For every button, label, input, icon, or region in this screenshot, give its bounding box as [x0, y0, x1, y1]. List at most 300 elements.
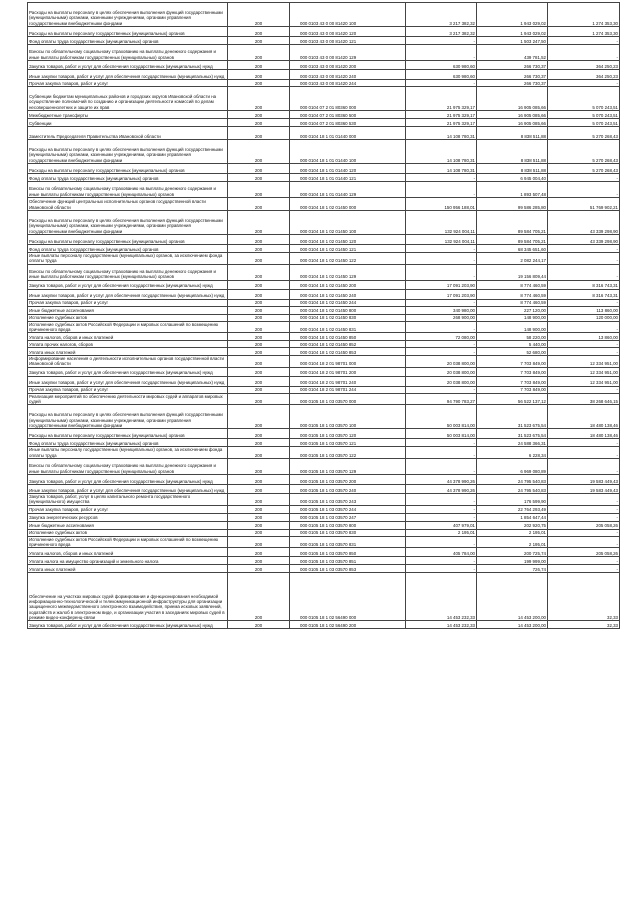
row-executed-amount-cell: 2 195,01 [477, 536, 548, 548]
table-row [28, 245, 620, 253]
row-unexecuted-amount-cell: 8 316 743,31 [548, 289, 620, 299]
row-name-cell: Фонд оплаты труда государственных (муниципальных) органов [28, 439, 228, 447]
row-unexecuted-amount-cell: - [548, 182, 620, 198]
table-row [28, 45, 620, 61]
row-budget-code-cell: 000 0104 18 1 01 01440 100 [290, 140, 406, 164]
row-line-code-cell: 200 [228, 280, 290, 289]
row-name-cell: Прочая закупка товаров, работ и услуг [28, 80, 228, 87]
table-row [28, 474, 620, 484]
row-line-code-cell: 200 [228, 264, 290, 280]
row-name-cell: Взносы по обязательному социальному страхованию на выплаты денежного содержания и иные выплаты работникам государственных (муниципальных) органов [28, 45, 228, 61]
row-budget-code-cell: 000 0104 18 1 01 01440 121 [290, 174, 406, 182]
row-approved-amount-cell: 3 217 382,32 [406, 3, 477, 27]
row-unexecuted-amount-cell: - [548, 45, 620, 61]
table-row [28, 356, 620, 368]
row-line-code-cell: 200 [228, 45, 290, 61]
row-executed-amount-cell: 1 943 029,02 [477, 3, 548, 27]
table-row [28, 280, 620, 289]
row-executed-amount-cell: 7 703 849,00 [477, 356, 548, 368]
row-name-cell: Прочая закупка товаров, работ и услуг [28, 386, 228, 393]
row-executed-amount-cell: 439 781,52 [477, 45, 548, 61]
row-approved-amount-cell: 72 080,00 [406, 333, 477, 341]
row-name-cell: Расходы на выплаты персоналу государственных (муниципальных) органов [28, 235, 228, 245]
row-approved-amount-cell: - [406, 321, 477, 333]
row-approved-amount-cell: - [406, 505, 477, 513]
row-executed-amount-cell: 52 680,00 [477, 348, 548, 356]
table-row [28, 314, 620, 321]
row-name-cell: Фонд оплаты труда государственных (муниципальных) органов [28, 37, 228, 45]
row-line-code-cell: 200 [228, 386, 290, 393]
row-unexecuted-amount-cell: - [548, 253, 620, 265]
row-executed-amount-cell: 16 905 085,66 [477, 119, 548, 127]
table-row [28, 333, 620, 341]
row-line-code-cell: 200 [228, 621, 290, 629]
row-budget-code-cell: 000 0103 43 0 00 81420 120 [290, 27, 406, 37]
table-row [28, 458, 620, 474]
row-unexecuted-amount-cell: 18 480 138,46 [548, 429, 620, 439]
row-budget-code-cell: 000 0104 18 1 01 01440 120 [290, 164, 406, 174]
table-row [28, 174, 620, 182]
row-unexecuted-amount-cell: 5 070 243,51 [548, 111, 620, 119]
row-executed-amount-cell: 24 795 540,83 [477, 484, 548, 493]
row-unexecuted-amount-cell: - [548, 386, 620, 393]
row-budget-code-cell: 000 0103 43 0 00 81420 244 [290, 80, 406, 87]
row-budget-code-cell: 000 0105 18 1 03 03570 830 [290, 529, 406, 536]
row-name-cell: Взносы по обязательному социальному страхованию на выплаты денежного содержания и иные выплаты работникам государственных (муниципальных) органов [28, 264, 228, 280]
table-row [28, 182, 620, 198]
row-name-cell: Закупка товаров, работ и услуг для обеспечения государственных (муниципальных) нужд [28, 474, 228, 484]
row-line-code-cell: 200 [228, 367, 290, 376]
row-unexecuted-amount-cell: 5 070 243,51 [548, 119, 620, 127]
row-line-code-cell: 200 [228, 474, 290, 484]
row-line-code-cell: 200 [228, 306, 290, 314]
row-name-cell: Иные бюджетные ассигнования [28, 521, 228, 529]
row-unexecuted-amount-cell: 12 334 951,00 [548, 367, 620, 376]
row-name-cell: Субвенции бюджетам муниципальных районов и городских округов Ивановской области на осуществление полномочий по созданию и организации деятельности комиссий по делам несовершеннолетних и защите их прав [28, 87, 228, 111]
row-budget-code-cell: 000 0105 18 1 03 03570 851 [290, 557, 406, 565]
row-budget-code-cell: 000 0105 18 1 03 03570 831 [290, 536, 406, 548]
table-row [28, 557, 620, 565]
row-name-cell: Исполнение судебных актов [28, 314, 228, 321]
row-executed-amount-cell: 199 999,00 [477, 557, 548, 565]
row-unexecuted-amount-cell: - [548, 513, 620, 521]
row-executed-amount-cell: 8 838 511,88 [477, 164, 548, 174]
row-name-cell: Закупка энергетических ресурсов [28, 513, 228, 521]
row-budget-code-cell: 000 0104 18 1 02 01450 000 [290, 198, 406, 211]
row-line-code-cell: 200 [228, 493, 290, 505]
row-approved-amount-cell: 268 900,00 [406, 314, 477, 321]
row-unexecuted-amount-cell: - [548, 529, 620, 536]
row-name-cell: Иные выплаты персоналу государственных (муниципальных) органов, за исключением фонда оплаты труда [28, 253, 228, 265]
row-name-cell: Закупка товаров, работ и услуг для обеспечения государственных (муниципальных) нужд [28, 280, 228, 289]
row-budget-code-cell: 000 0104 18 1 01 01440 000 [290, 127, 406, 140]
row-approved-amount-cell: 132 924 004,11 [406, 235, 477, 245]
row-executed-amount-cell: 1 854 647,44 [477, 513, 548, 521]
row-name-cell: Исполнение судебных актов Российской Федерации и мировых соглашений по возмещению причиненного вреда [28, 321, 228, 333]
budget-report-sheet [27, 2, 619, 629]
row-line-code-cell: 200 [228, 61, 290, 70]
row-executed-amount-cell: 227 120,00 [477, 306, 548, 314]
row-line-code-cell: 200 [228, 253, 290, 265]
row-name-cell: Иные бюджетные ассигнования [28, 306, 228, 314]
row-approved-amount-cell: 94 790 783,27 [406, 393, 477, 405]
row-approved-amount-cell: 132 924 004,11 [406, 211, 477, 235]
row-name-cell: Обеспечение функций центральных исполнительных органов государственной власти Ивановской области [28, 198, 228, 211]
row-executed-amount-cell: 7 703 849,00 [477, 376, 548, 386]
row-line-code-cell: 200 [228, 70, 290, 80]
table-row [28, 621, 620, 629]
row-budget-code-cell: 000 0104 07 2 01 80360 000 [290, 87, 406, 111]
row-name-cell: Расходы на выплаты персоналу государственных (муниципальных) органов [28, 164, 228, 174]
row-budget-code-cell: 000 0105 18 1 03 03570 129 [290, 458, 406, 474]
row-name-cell: Иные выплаты персоналу государственных (муниципальных) органов, за исключением фонда оплаты труда [28, 447, 228, 459]
row-executed-amount-cell: 5 440,00 [477, 341, 548, 348]
row-name-cell: Информирование населения о деятельности исполнительных органов государственной власти Ивановской области [28, 356, 228, 368]
row-approved-amount-cell: 21 975 329,17 [406, 111, 477, 119]
row-approved-amount-cell: - [406, 253, 477, 265]
row-unexecuted-amount-cell: - [548, 264, 620, 280]
table-row [28, 306, 620, 314]
row-approved-amount-cell: 14 108 780,31 [406, 127, 477, 140]
row-name-cell: Межбюджетные трансферты [28, 111, 228, 119]
row-approved-amount-cell: 44 378 990,26 [406, 474, 477, 484]
row-unexecuted-amount-cell: 18 480 138,46 [548, 405, 620, 429]
table-row [28, 536, 620, 548]
row-approved-amount-cell: 17 091 203,90 [406, 280, 477, 289]
row-approved-amount-cell: - [406, 37, 477, 45]
row-budget-code-cell: 000 0105 18 1 03 03570 120 [290, 429, 406, 439]
row-executed-amount-cell: 99 586 285,80 [477, 198, 548, 211]
row-approved-amount-cell: - [406, 386, 477, 393]
row-executed-amount-cell: 1 503 247,50 [477, 37, 548, 45]
table-row [28, 87, 620, 111]
row-line-code-cell: 200 [228, 521, 290, 529]
row-budget-code-cell: 000 0105 18 1 03 03570 247 [290, 513, 406, 521]
row-name-cell: Расходы на выплаты персоналу в целях обеспечения выполнения функций государственными (муниципальными) органами, казенными учреждениями, органами управления государственными внебюджетными фондами [28, 405, 228, 429]
row-executed-amount-cell: 266 730,37 [477, 70, 548, 80]
table-row [28, 235, 620, 245]
row-budget-code-cell: 000 0105 18 1 03 03570 122 [290, 447, 406, 459]
row-budget-code-cell: 000 0104 18 2 01 98701 000 [290, 356, 406, 368]
row-name-cell: Прочая закупка товаров, работ и услуг [28, 505, 228, 513]
row-line-code-cell: 200 [228, 348, 290, 356]
row-unexecuted-amount-cell: 32,33 [548, 573, 620, 621]
table-row [28, 405, 620, 429]
table-row [28, 211, 620, 235]
table-row [28, 376, 620, 386]
row-budget-code-cell: 000 0105 18 1 03 03570 000 [290, 393, 406, 405]
row-name-cell: Расходы на выплаты персоналу в целях обеспечения выполнения функций государственными (муниципальными) органами, казенными учреждениями, органами управления государственными внебюджетными фондами [28, 140, 228, 164]
row-budget-code-cell: 000 0104 18 1 02 01450 800 [290, 306, 406, 314]
row-unexecuted-amount-cell: 43 339 298,90 [548, 211, 620, 235]
row-line-code-cell: 200 [228, 565, 290, 573]
row-approved-amount-cell: - [406, 80, 477, 87]
row-approved-amount-cell: 14 108 780,31 [406, 164, 477, 174]
row-line-code-cell: 200 [228, 245, 290, 253]
table-row [28, 127, 620, 140]
table-row [28, 573, 620, 621]
row-line-code-cell: 200 [228, 87, 290, 111]
table-row [28, 513, 620, 521]
row-unexecuted-amount-cell: 364 250,23 [548, 61, 620, 70]
table-row [28, 493, 620, 505]
row-unexecuted-amount-cell: - [548, 565, 620, 573]
row-approved-amount-cell: - [406, 245, 477, 253]
row-unexecuted-amount-cell: 113 860,00 [548, 306, 620, 314]
row-name-cell: Расходы на выплаты персоналу в целях обеспечения выполнения функций государственными (муниципальными) органами, казенными учреждениями, органами управления государственными внебюджетными фондами [28, 3, 228, 27]
table-row [28, 447, 620, 459]
row-name-cell: Уплата налогов, сборов и иных платежей [28, 548, 228, 557]
table-row [28, 140, 620, 164]
row-name-cell: Фонд оплаты труда государственных (муниципальных) органов [28, 245, 228, 253]
table-row [28, 321, 620, 333]
row-approved-amount-cell: - [406, 447, 477, 459]
budget-expenses-table [27, 2, 620, 629]
row-executed-amount-cell: 8 838 511,88 [477, 140, 548, 164]
row-unexecuted-amount-cell: - [548, 439, 620, 447]
row-name-cell: Уплата иных платежей [28, 348, 228, 356]
row-executed-amount-cell: 266 730,37 [477, 61, 548, 70]
row-unexecuted-amount-cell: - [548, 80, 620, 87]
row-unexecuted-amount-cell: - [548, 536, 620, 548]
row-name-cell: Закупка товаров, работ и услуг для обеспечения государственных (муниципальных) нужд [28, 621, 228, 629]
row-line-code-cell: 200 [228, 321, 290, 333]
row-unexecuted-amount-cell: 5 270 268,43 [548, 127, 620, 140]
row-budget-code-cell: 000 0103 43 0 00 81420 240 [290, 70, 406, 80]
row-executed-amount-cell: 200 725,74 [477, 548, 548, 557]
row-budget-code-cell: 000 0104 18 1 02 01450 830 [290, 314, 406, 321]
row-budget-code-cell: 000 0105 18 1 02 56490 200 [290, 621, 406, 629]
row-line-code-cell: 200 [228, 314, 290, 321]
row-line-code-cell: 200 [228, 405, 290, 429]
row-approved-amount-cell: - [406, 557, 477, 565]
row-executed-amount-cell: 202 920,75 [477, 521, 548, 529]
row-approved-amount-cell: 150 956 188,01 [406, 198, 477, 211]
row-executed-amount-cell: 6 228,34 [477, 447, 548, 459]
row-name-cell: Уплата налога на имущество организаций и земельного налога [28, 557, 228, 565]
row-unexecuted-amount-cell: 32,33 [548, 621, 620, 629]
row-executed-amount-cell: 7 703 849,00 [477, 386, 548, 393]
row-unexecuted-amount-cell: 13 860,00 [548, 333, 620, 341]
row-name-cell: Расходы на выплаты персоналу государственных (муниципальных) органов [28, 27, 228, 37]
row-executed-amount-cell: 19 156 809,44 [477, 264, 548, 280]
row-approved-amount-cell: 17 091 203,90 [406, 289, 477, 299]
table-row [28, 484, 620, 493]
row-budget-code-cell: 000 0104 18 1 02 01450 121 [290, 245, 406, 253]
table-row [28, 289, 620, 299]
row-line-code-cell: 200 [228, 393, 290, 405]
row-executed-amount-cell: 16 905 085,66 [477, 87, 548, 111]
row-budget-code-cell: 000 0104 18 2 01 98701 200 [290, 367, 406, 376]
row-approved-amount-cell: - [406, 565, 477, 573]
row-name-cell: Уплата иных платежей [28, 565, 228, 573]
row-executed-amount-cell: 58 220,00 [477, 333, 548, 341]
table-row [28, 198, 620, 211]
row-unexecuted-amount-cell: 364 250,23 [548, 70, 620, 80]
row-budget-code-cell: 000 0104 07 2 01 80360 530 [290, 119, 406, 127]
row-unexecuted-amount-cell: 205 058,26 [548, 521, 620, 529]
row-budget-code-cell: 000 0104 18 1 02 01450 853 [290, 348, 406, 356]
row-line-code-cell: 200 [228, 505, 290, 513]
table-row [28, 37, 620, 45]
row-line-code-cell: 200 [228, 513, 290, 521]
row-line-code-cell: 200 [228, 211, 290, 235]
row-approved-amount-cell: - [406, 174, 477, 182]
row-unexecuted-amount-cell: - [548, 447, 620, 459]
table-row [28, 70, 620, 80]
row-executed-amount-cell: 7 703 849,00 [477, 367, 548, 376]
row-executed-amount-cell: 89 584 705,21 [477, 235, 548, 245]
row-line-code-cell: 200 [228, 529, 290, 536]
row-unexecuted-amount-cell: - [548, 174, 620, 182]
row-budget-code-cell: 000 0105 18 1 03 03570 240 [290, 484, 406, 493]
row-executed-amount-cell: 56 522 137,12 [477, 393, 548, 405]
row-approved-amount-cell: - [406, 536, 477, 548]
row-approved-amount-cell: - [406, 513, 477, 521]
row-executed-amount-cell: 6 945 004,40 [477, 174, 548, 182]
row-name-cell: Исполнение судебных актов Российской Федерации и мировых соглашений по возмещению причиненного вреда [28, 536, 228, 548]
row-name-cell: Иные закупки товаров, работ и услуг для обеспечения государственных (муниципальных) нужд [28, 289, 228, 299]
row-budget-code-cell: 000 0104 18 1 02 01450 200 [290, 280, 406, 289]
row-budget-code-cell: 000 0104 07 2 01 80360 500 [290, 111, 406, 119]
row-budget-code-cell: 000 0104 18 1 02 01450 129 [290, 264, 406, 280]
row-budget-code-cell: 000 0104 18 2 01 98701 244 [290, 386, 406, 393]
row-unexecuted-amount-cell: 12 334 951,00 [548, 356, 620, 368]
row-approved-amount-cell: 3 217 382,32 [406, 27, 477, 37]
row-budget-code-cell: 000 0105 18 1 03 03570 121 [290, 439, 406, 447]
row-unexecuted-amount-cell: 19 583 449,43 [548, 484, 620, 493]
row-approved-amount-cell: 14 108 780,31 [406, 140, 477, 164]
row-budget-code-cell: 000 0105 18 1 02 56490 000 [290, 573, 406, 621]
row-line-code-cell: 200 [228, 536, 290, 548]
row-executed-amount-cell: 1 943 029,02 [477, 27, 548, 37]
row-budget-code-cell: 000 0104 18 1 02 01450 831 [290, 321, 406, 333]
row-line-code-cell: 200 [228, 376, 290, 386]
row-unexecuted-amount-cell: - [548, 458, 620, 474]
row-line-code-cell: 200 [228, 119, 290, 127]
row-executed-amount-cell: 8 838 511,88 [477, 127, 548, 140]
row-executed-amount-cell: 31 523 675,54 [477, 405, 548, 429]
table-row [28, 348, 620, 356]
row-budget-code-cell: 000 0103 43 0 00 81420 121 [290, 37, 406, 45]
row-name-cell: Расходы на выплаты персоналу государственных (муниципальных) органов [28, 429, 228, 439]
row-executed-amount-cell: 2 082 244,17 [477, 253, 548, 265]
row-executed-amount-cell: 726,74 [477, 565, 548, 573]
row-budget-code-cell: 000 0104 18 1 02 01450 850 [290, 333, 406, 341]
row-line-code-cell: 200 [228, 164, 290, 174]
row-executed-amount-cell: 148 900,00 [477, 321, 548, 333]
row-executed-amount-cell: 16 905 085,66 [477, 111, 548, 119]
table-row [28, 264, 620, 280]
row-line-code-cell: 200 [228, 235, 290, 245]
row-executed-amount-cell: 2 195,01 [477, 529, 548, 536]
row-executed-amount-cell: 1 893 507,48 [477, 182, 548, 198]
row-unexecuted-amount-cell: 43 339 298,90 [548, 235, 620, 245]
row-approved-amount-cell: 20 038 800,00 [406, 376, 477, 386]
row-budget-code-cell: 000 0103 43 0 00 81420 200 [290, 61, 406, 70]
row-name-cell: Реализация мероприятий по обеспечению деятельности мировых судей и аппаратов мировых судей [28, 393, 228, 405]
row-approved-amount-cell: 21 975 329,17 [406, 119, 477, 127]
row-executed-amount-cell: 14 453 200,00 [477, 573, 548, 621]
row-executed-amount-cell: 24 795 540,83 [477, 474, 548, 484]
table-row [28, 3, 620, 27]
row-executed-amount-cell: 6 969 080,89 [477, 458, 548, 474]
row-unexecuted-amount-cell: 1 274 353,30 [548, 3, 620, 27]
row-approved-amount-cell: - [406, 341, 477, 348]
row-budget-code-cell: 000 0104 18 1 02 01450 240 [290, 289, 406, 299]
row-approved-amount-cell: - [406, 264, 477, 280]
table-row [28, 521, 620, 529]
row-line-code-cell: 200 [228, 573, 290, 621]
table-row [28, 565, 620, 573]
row-name-cell: Иные закупки товаров, работ и услуг для обеспечения государственных (муниципальных) нужд [28, 376, 228, 386]
row-approved-amount-cell: 14 453 232,33 [406, 621, 477, 629]
row-unexecuted-amount-cell: - [548, 348, 620, 356]
row-unexecuted-amount-cell: 120 000,00 [548, 314, 620, 321]
row-executed-amount-cell: 8 774 460,59 [477, 280, 548, 289]
row-approved-amount-cell: 50 003 814,00 [406, 405, 477, 429]
row-unexecuted-amount-cell: - [548, 245, 620, 253]
row-approved-amount-cell: 407 979,01 [406, 521, 477, 529]
row-line-code-cell: 200 [228, 439, 290, 447]
row-budget-code-cell: 000 0104 18 1 02 01450 122 [290, 253, 406, 265]
row-executed-amount-cell: 148 900,00 [477, 314, 548, 321]
row-budget-code-cell: 000 0105 18 1 03 03570 244 [290, 505, 406, 513]
table-row [28, 386, 620, 393]
row-unexecuted-amount-cell: 38 268 646,15 [548, 393, 620, 405]
row-approved-amount-cell: 405 784,00 [406, 548, 477, 557]
row-line-code-cell: 200 [228, 111, 290, 119]
table-row [28, 111, 620, 119]
row-line-code-cell: 200 [228, 37, 290, 45]
row-executed-amount-cell: 8 774 460,59 [477, 289, 548, 299]
row-unexecuted-amount-cell: - [548, 37, 620, 45]
row-approved-amount-cell: - [406, 182, 477, 198]
table-row [28, 367, 620, 376]
row-executed-amount-cell: 31 523 675,54 [477, 429, 548, 439]
row-line-code-cell: 200 [228, 458, 290, 474]
row-line-code-cell: 200 [228, 333, 290, 341]
row-budget-code-cell: 000 0104 18 1 02 01450 100 [290, 211, 406, 235]
row-executed-amount-cell: 68 345 651,60 [477, 245, 548, 253]
row-unexecuted-amount-cell: - [548, 557, 620, 565]
row-budget-code-cell: 000 0105 18 1 03 03570 800 [290, 521, 406, 529]
row-budget-code-cell: 000 0104 18 1 02 01450 244 [290, 299, 406, 306]
row-unexecuted-amount-cell: - [548, 321, 620, 333]
row-budget-code-cell: 000 0104 18 1 02 01450 852 [290, 341, 406, 348]
row-line-code-cell: 200 [228, 289, 290, 299]
row-name-cell: Заместитель Председателя Правительства Ивановской области [28, 127, 228, 140]
table-row [28, 341, 620, 348]
row-approved-amount-cell: 21 975 329,17 [406, 87, 477, 111]
row-name-cell: Закупка товаров, работ и услуг для обеспечения государственных (муниципальных) нужд [28, 61, 228, 70]
row-unexecuted-amount-cell: - [548, 299, 620, 306]
row-line-code-cell: 200 [228, 548, 290, 557]
row-executed-amount-cell: 22 764 293,49 [477, 505, 548, 513]
table-row [28, 119, 620, 127]
row-line-code-cell: 200 [228, 299, 290, 306]
row-unexecuted-amount-cell: 51 769 902,21 [548, 198, 620, 211]
row-name-cell: Прочая закупка товаров, работ и услуг [28, 299, 228, 306]
row-line-code-cell: 200 [228, 174, 290, 182]
table-row [28, 393, 620, 405]
row-name-cell: Закупка товаров, работ и услуг для обеспечения государственных (муниципальных) нужд [28, 367, 228, 376]
row-budget-code-cell: 000 0105 18 1 03 03570 200 [290, 474, 406, 484]
row-budget-code-cell: 000 0104 18 2 01 98701 240 [290, 376, 406, 386]
row-name-cell: Фонд оплаты труда государственных (муниципальных) органов [28, 174, 228, 182]
row-approved-amount-cell: 630 980,60 [406, 61, 477, 70]
table-row [28, 164, 620, 174]
